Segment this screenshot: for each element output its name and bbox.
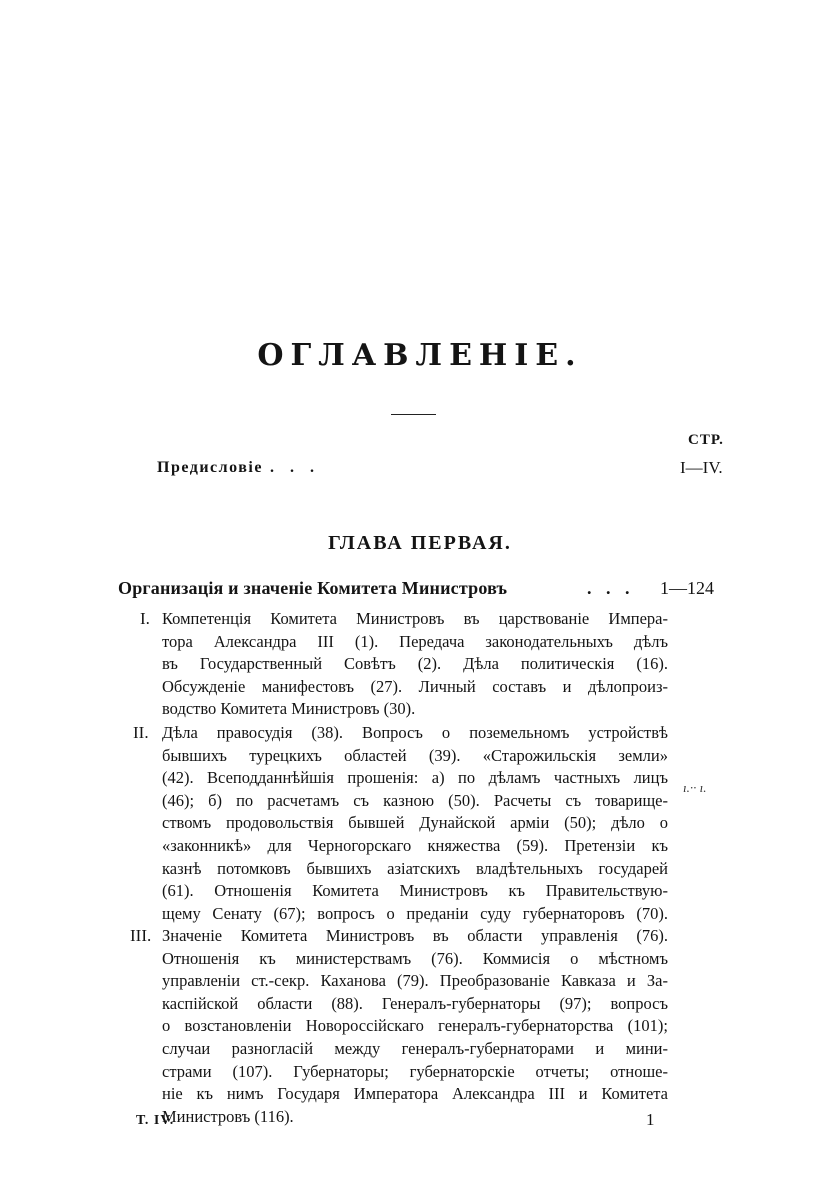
toc-line: ніе къ нимъ Государя Императора Александра III и Комитета [162,1084,668,1104]
toc-line: (46); б) по расчетамъ съ казною (50). Расчеты съ товарище- [162,790,668,810]
section-pages: 1—124 [660,578,714,598]
toc-item-3 [162,925,668,1128]
margin-pencil-mark: ı.·· ı. [683,780,707,795]
toc-line: Дѣла правосудія (38). Вопросъ о поземельномъ устройствѣ [162,723,668,742]
title-divider [391,414,436,415]
item-numeral: II. [133,723,149,742]
toc-line: Обсужденіе манифестовъ (27). Личный составъ и дѣлопроиз- [162,676,668,696]
toc-line: каспійской области (88). Генералъ-губернаторы (97); вопросъ [162,993,668,1013]
toc-line: страми (107). Губернаторы; губернаторскіе отчеты; отноше- [162,1061,668,1081]
preface-entry-label: Предисловіе [157,459,263,476]
toc-line: водство Комитета Министровъ (30). [162,699,416,719]
item-numeral: III. [130,926,152,945]
toc-line: управленіи ст.-секр. Каханова (79). Преобразованіе Кавказа и За- [162,971,668,991]
toc-line: тора Александра III (1). Передача законодательныхъ дѣлъ [162,631,668,651]
volume-signature: Т. IV. [136,1113,175,1128]
page-column-label: СТР. [688,432,724,448]
toc-line: Компетенція Комитета Министровъ въ царствованіе Импера- [162,609,668,628]
toc-line: щему Сенату (67); вопросъ о преданіи суду губернаторовъ (70). [162,903,668,923]
toc-line: Отношенія къ министерствамъ (76). Коммисія о мѣстномъ [162,948,668,968]
section-leader-dots: . . . [587,578,635,598]
toc-line: Значеніе Комитета Министровъ въ области управленія (76). [162,926,668,945]
toc-item-2 [162,722,668,925]
preface-entry-pages: I—IV. [680,458,723,477]
toc-line: «законникѣ» для Черногорскаго княжества (59). Претензіи къ [162,835,668,855]
toc-line: Министровъ (116). [162,1106,294,1126]
toc-line: о возстановленіи Новороссійскаго генералъ-губернаторства (101); [162,1016,668,1036]
sheet-signature: 1 [646,1110,655,1129]
toc-line: (61). Отношенія Комитета Министровъ къ Правительствую- [162,881,668,901]
toc-line: (42). Всеподданнѣйшія прошенія: а) по дѣламъ частныхъ лицъ [162,768,668,788]
toc-line: случаи разногласій между генералъ-губернаторами и мини- [162,1038,668,1058]
chapter-heading: ГЛАВА ПЕРВАЯ. [328,532,512,554]
toc-line: бывшихъ турецкихъ областей (39). «Старожильскія земли» [162,745,668,765]
toc-line: казнѣ потомковъ бывшихъ азіатскихъ владѣтельныхъ государей [162,858,668,878]
page-title: ОГЛАВЛЕНІЕ. [257,338,583,373]
item-numeral: I. [140,609,150,628]
toc-line: въ Государственный Совѣтъ (2). Дѣла политическія (16). [162,654,668,674]
section-heading: Организація и значеніе Комитета Министровъ [118,578,508,598]
toc-item-1 [162,608,668,721]
toc-line: ствомъ продовольствія бывшей Дунайской арміи (50); дѣло о [162,813,668,833]
preface-leader-dots: . . . [270,459,320,476]
